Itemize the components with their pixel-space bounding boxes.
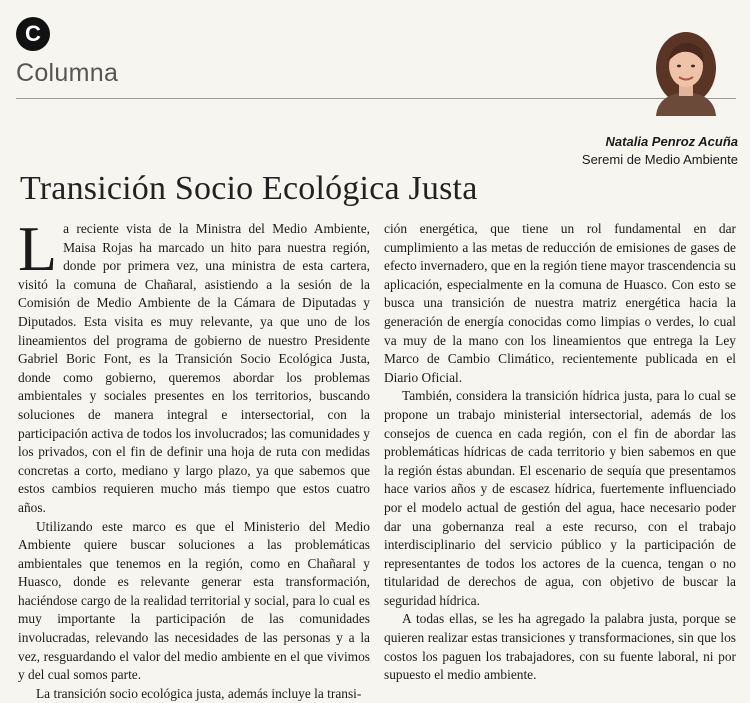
section-badge: C [16,17,50,51]
paragraph: Utilizando este marco es que el Ministerio del Medio Ambiente quiere buscar soluciones a las problemáticas ambientales que tenemos en la región, como en Chañaral y Huasco, donde es relevante generar esta transformación, haciéndose cargo de la realidad territorial y social, para lo cual es muy importante la participación de las comunidades involucradas, relevando las necesidades de las personas y a la vez, resguardando el valor del medio ambiente en el que vivimos y del cual somos parte. [18,518,370,683]
article-column-left [18,213,370,703]
paragraph-text: a reciente vista de la Ministra del Medio Ambiente, Maisa Rojas ha marcado un hito para nuestra región, donde por primera vez, una ministra de esta cartera, visitó la comuna de Chañaral, asistiendo a la sesión de la Comisión de Medio Ambiente de la Cámara de Diputadas y Diputados. Esta visita es muy relevante, ya que uno de los lineamientos del programa de gobierno de nuestro Presidente Gabriel Boric Font, es la Transición Socio Ecológica Justa, donde como gobierno, queremos abordar los problemas ambientales y sociales presentes en los territorios, buscando soluciones de manera integral e intersectorial, con la participación activa de todos los involucrados; las comunidades y los privados, con el fin de definir una hoja de ruta con medidas concretas a corto, mediano y largo plazo, ya que sabemos que estos cambios requieren mucho más tiempo que estos cuatro años. [18,221,370,515]
paragraph: ción energética, que tiene un rol fundamental en dar cumplimiento a las metas de reducción de emisiones de gases de efecto invernadero, que en la región tiene mayor trascendencia su aplicación, especialmente en la comuna de Huasco. Con esto se busca una transición de nuestra matriz energética hacia la generación de energía conocidas como limpias o verdes, lo cual va muy de la mano con los lineamientos que entrega la Ley Marco de Cambio Climático, recientemente publicada en el Diario Oficial. [384,221,736,385]
author-role: Seremi de Medio Ambiente [581,152,738,167]
paragraph: También, considera la transición hídrica justa, para lo cual se propone un trabajo ministerial intersectorial, además de los consejos de cuenca en cada región, con el fin de abordar las problemáticas hídricas de cada territorio y bien sabemos en que la región éstas abundan. El escenario de sequía que presentamos hace varios años y de escasez hídrica, fuertemente influenciado por el modelo actual de gestión del agua, hace necesario poder dar una gobernanza real a este recurso, con el trabajo interdisciplinario del servicio público y la participación de representantes de todos los actores de la cuenca, tengan o no titularidad de derechos de agua, con objetivo de buscar la seguridad hídrica. [384,388,736,608]
author-portrait [646,28,726,116]
paragraph: La transición socio ecológica justa, además incluye la transi- [36,685,362,701]
section-label: Columna [16,59,119,87]
article-column-right [384,220,736,685]
article-title: Transición Socio Ecológica Justa [20,170,478,207]
drop-cap: L [18,213,58,284]
header-divider [16,98,736,99]
paragraph [18,213,370,518]
paragraph: A todas ellas, se les ha agregado la palabra justa, porque se quieren realizar estas transiciones y transformaciones, sin que los costos los paguen los trabajadores, con su fuente laboral, ni por supuesto el medio ambiente. [384,611,736,683]
author-name: Natalia Penroz Acuña [605,134,738,149]
